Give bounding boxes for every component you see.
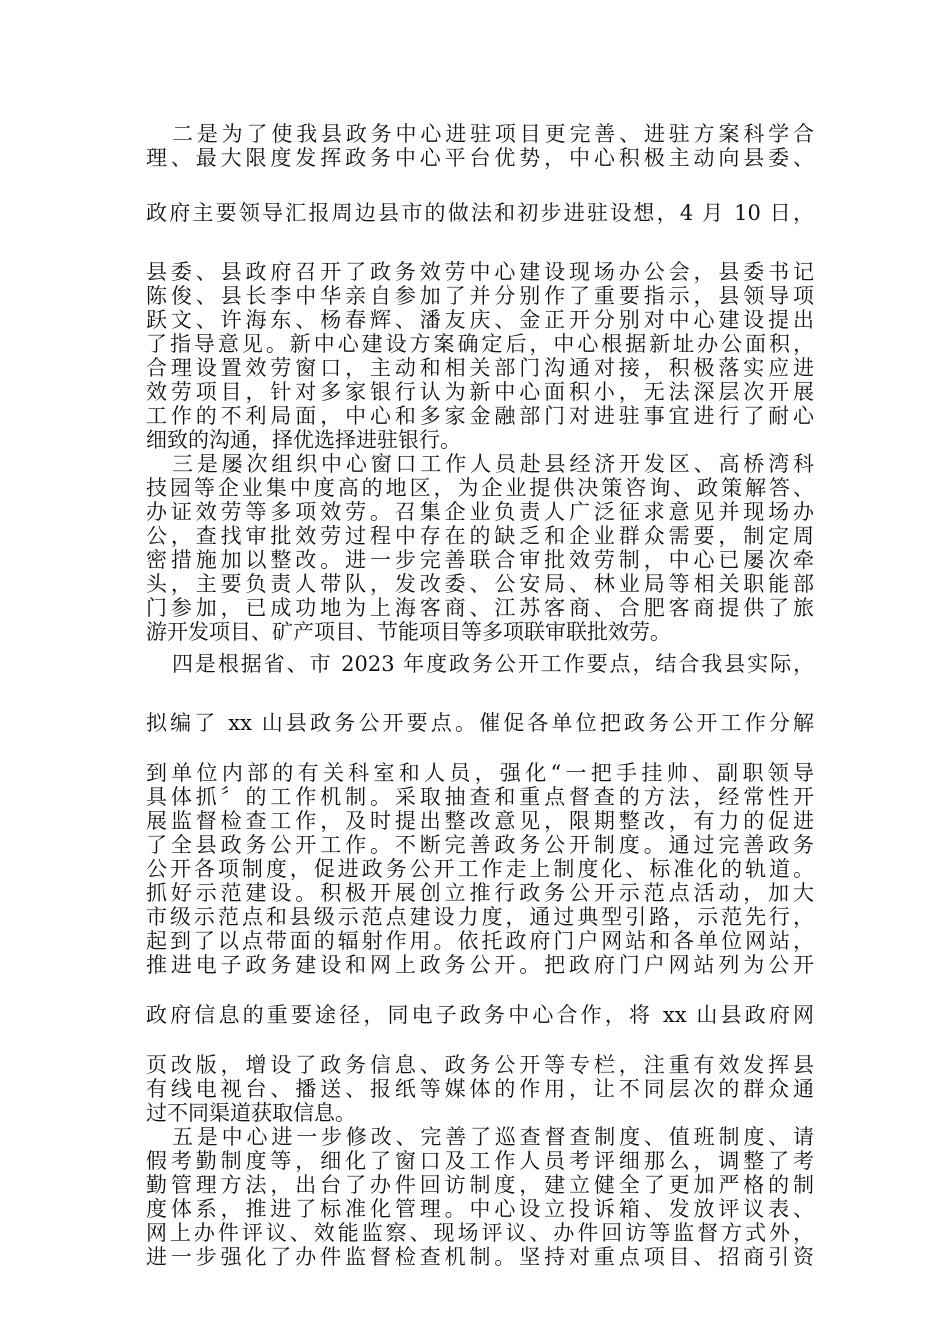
document-page — [146, 122, 814, 1269]
text-line: 勤管理方法，出台了办件回访制度，建立健全了更加严格的制 — [146, 1173, 814, 1197]
text-line: 陈俊、县长李中华亲自参加了并分别作了重要指示，县领导项 — [146, 284, 814, 308]
text-line: 二是为了使我县政务中心进驻项目更完善、进驻方案科学合 — [172, 122, 814, 146]
text-line: 市级示范点和县级示范点建设力度，通过典型引路，示范先行， — [146, 905, 814, 929]
text-line: 头，主要负责人带队，发改委、公安局、林业局等相关职能部 — [146, 572, 814, 596]
text-line: 网上办件评议、效能监察、现场评议、办件回访等监督方式外， — [146, 1221, 814, 1245]
text-line: 页改版，增设了政务信息、政务公开等专栏，注重有效发挥县 — [146, 1053, 814, 1077]
text-line: 三是屡次组织中心窗口工作人员赴县经济开发区、高桥湾科 — [172, 452, 814, 476]
text-line: 政府主要领导汇报周边县市的做法和初步进驻设想，4 月 10 日， — [146, 201, 814, 225]
text-line: 办证效劳等多项效劳。召集企业负责人广泛征求意见并现场办 — [146, 500, 814, 524]
text-line: 了全县政务公开工作。不断完善政务公开制度。通过完善政务 — [146, 833, 814, 857]
text-line: 跃文、许海东、杨春辉、潘友庆、金正开分别对中心建设提出 — [146, 308, 814, 332]
text-line: 公开各项制度，促进政务公开工作走上制度化、标准化的轨道。 — [146, 857, 814, 881]
text-line: 四是根据省、市 2023 年度政务公开工作要点，结合我县实际， — [172, 652, 814, 676]
text-line: 推进电子政务建设和网上政务公开。把政府门户网站列为公开 — [146, 953, 814, 977]
text-line: 门参加，已成功地为上海客商、江苏客商、合肥客商提供了旅 — [146, 596, 814, 620]
text-line: 进一步强化了办件监督检查机制。坚持对重点项目、招商引资 — [146, 1245, 814, 1269]
text-line: 效劳项目，针对多家银行认为新中心面积小，无法深层次开展 — [146, 380, 814, 404]
text-line: 合理设置效劳窗口，主动和相关部门沟通对接，积极落实应进 — [146, 356, 814, 380]
text-line: 政府信息的重要途径，同电子政务中心合作，将 xx 山县政府网 — [146, 1003, 814, 1027]
text-line: 了指导意见。新中心建设方案确定后，中心根据新址办公面积， — [146, 332, 814, 356]
text-line: 展监督检查工作，及时提出整改意见，限期整改，有力的促进 — [146, 809, 814, 833]
text-line: 抓好示范建设。积极开展创立推行政务公开示范点活动，加大 — [146, 881, 814, 905]
text-line: 工作的不利局面，中心和多家金融部门对进驻事宜进行了耐心 — [146, 404, 814, 428]
text-line: 拟编了 xx 山县政务公开要点。催促各单位把政务公开工作分解 — [146, 711, 814, 735]
text-line: 游开发项目、矿产项目、节能项目等多项联审联批效劳。 — [146, 620, 671, 644]
text-line: 技园等企业集中度高的地区，为企业提供决策咨询、政策解答、 — [146, 476, 814, 500]
text-line: 过不同渠道获取信息。 — [146, 1101, 356, 1125]
text-line: 密措施加以整改。进一步完善联合审批效劳制，中心已屡次牵 — [146, 548, 814, 572]
text-line: 假考勤制度等，细化了窗口及工作人员考评细那么，调整了考 — [146, 1149, 814, 1173]
text-line: 细致的沟通，择优选择进驻银行。 — [146, 428, 461, 452]
text-line: 公，查找审批效劳过程中存在的缺乏和企业群众需要，制定周 — [146, 524, 814, 548]
text-line: 具体抓〞的工作机制。采取抽查和重点督查的方法，经常性开 — [146, 785, 814, 809]
text-line: 度体系，推进了标准化管理。中心设立投诉箱、发放评议表、 — [146, 1197, 814, 1221]
text-line: 五是中心进一步修改、完善了巡查督查制度、值班制度、请 — [172, 1125, 814, 1149]
text-line: 县委、县政府召开了政务效劳中心建设现场办公会，县委书记 — [146, 260, 814, 284]
text-line: 起到了以点带面的辐射作用。依托政府门户网站和各单位网站， — [146, 929, 814, 953]
text-line: 有线电视台、播送、报纸等媒体的作用，让不同层次的群众通 — [146, 1077, 814, 1101]
text-line: 到单位内部的有关科室和人员，强化“一把手挂帅、副职领导 — [146, 761, 814, 785]
text-line: 理、最大限度发挥政务中心平台优势，中心积极主动向县委、 — [146, 146, 814, 170]
